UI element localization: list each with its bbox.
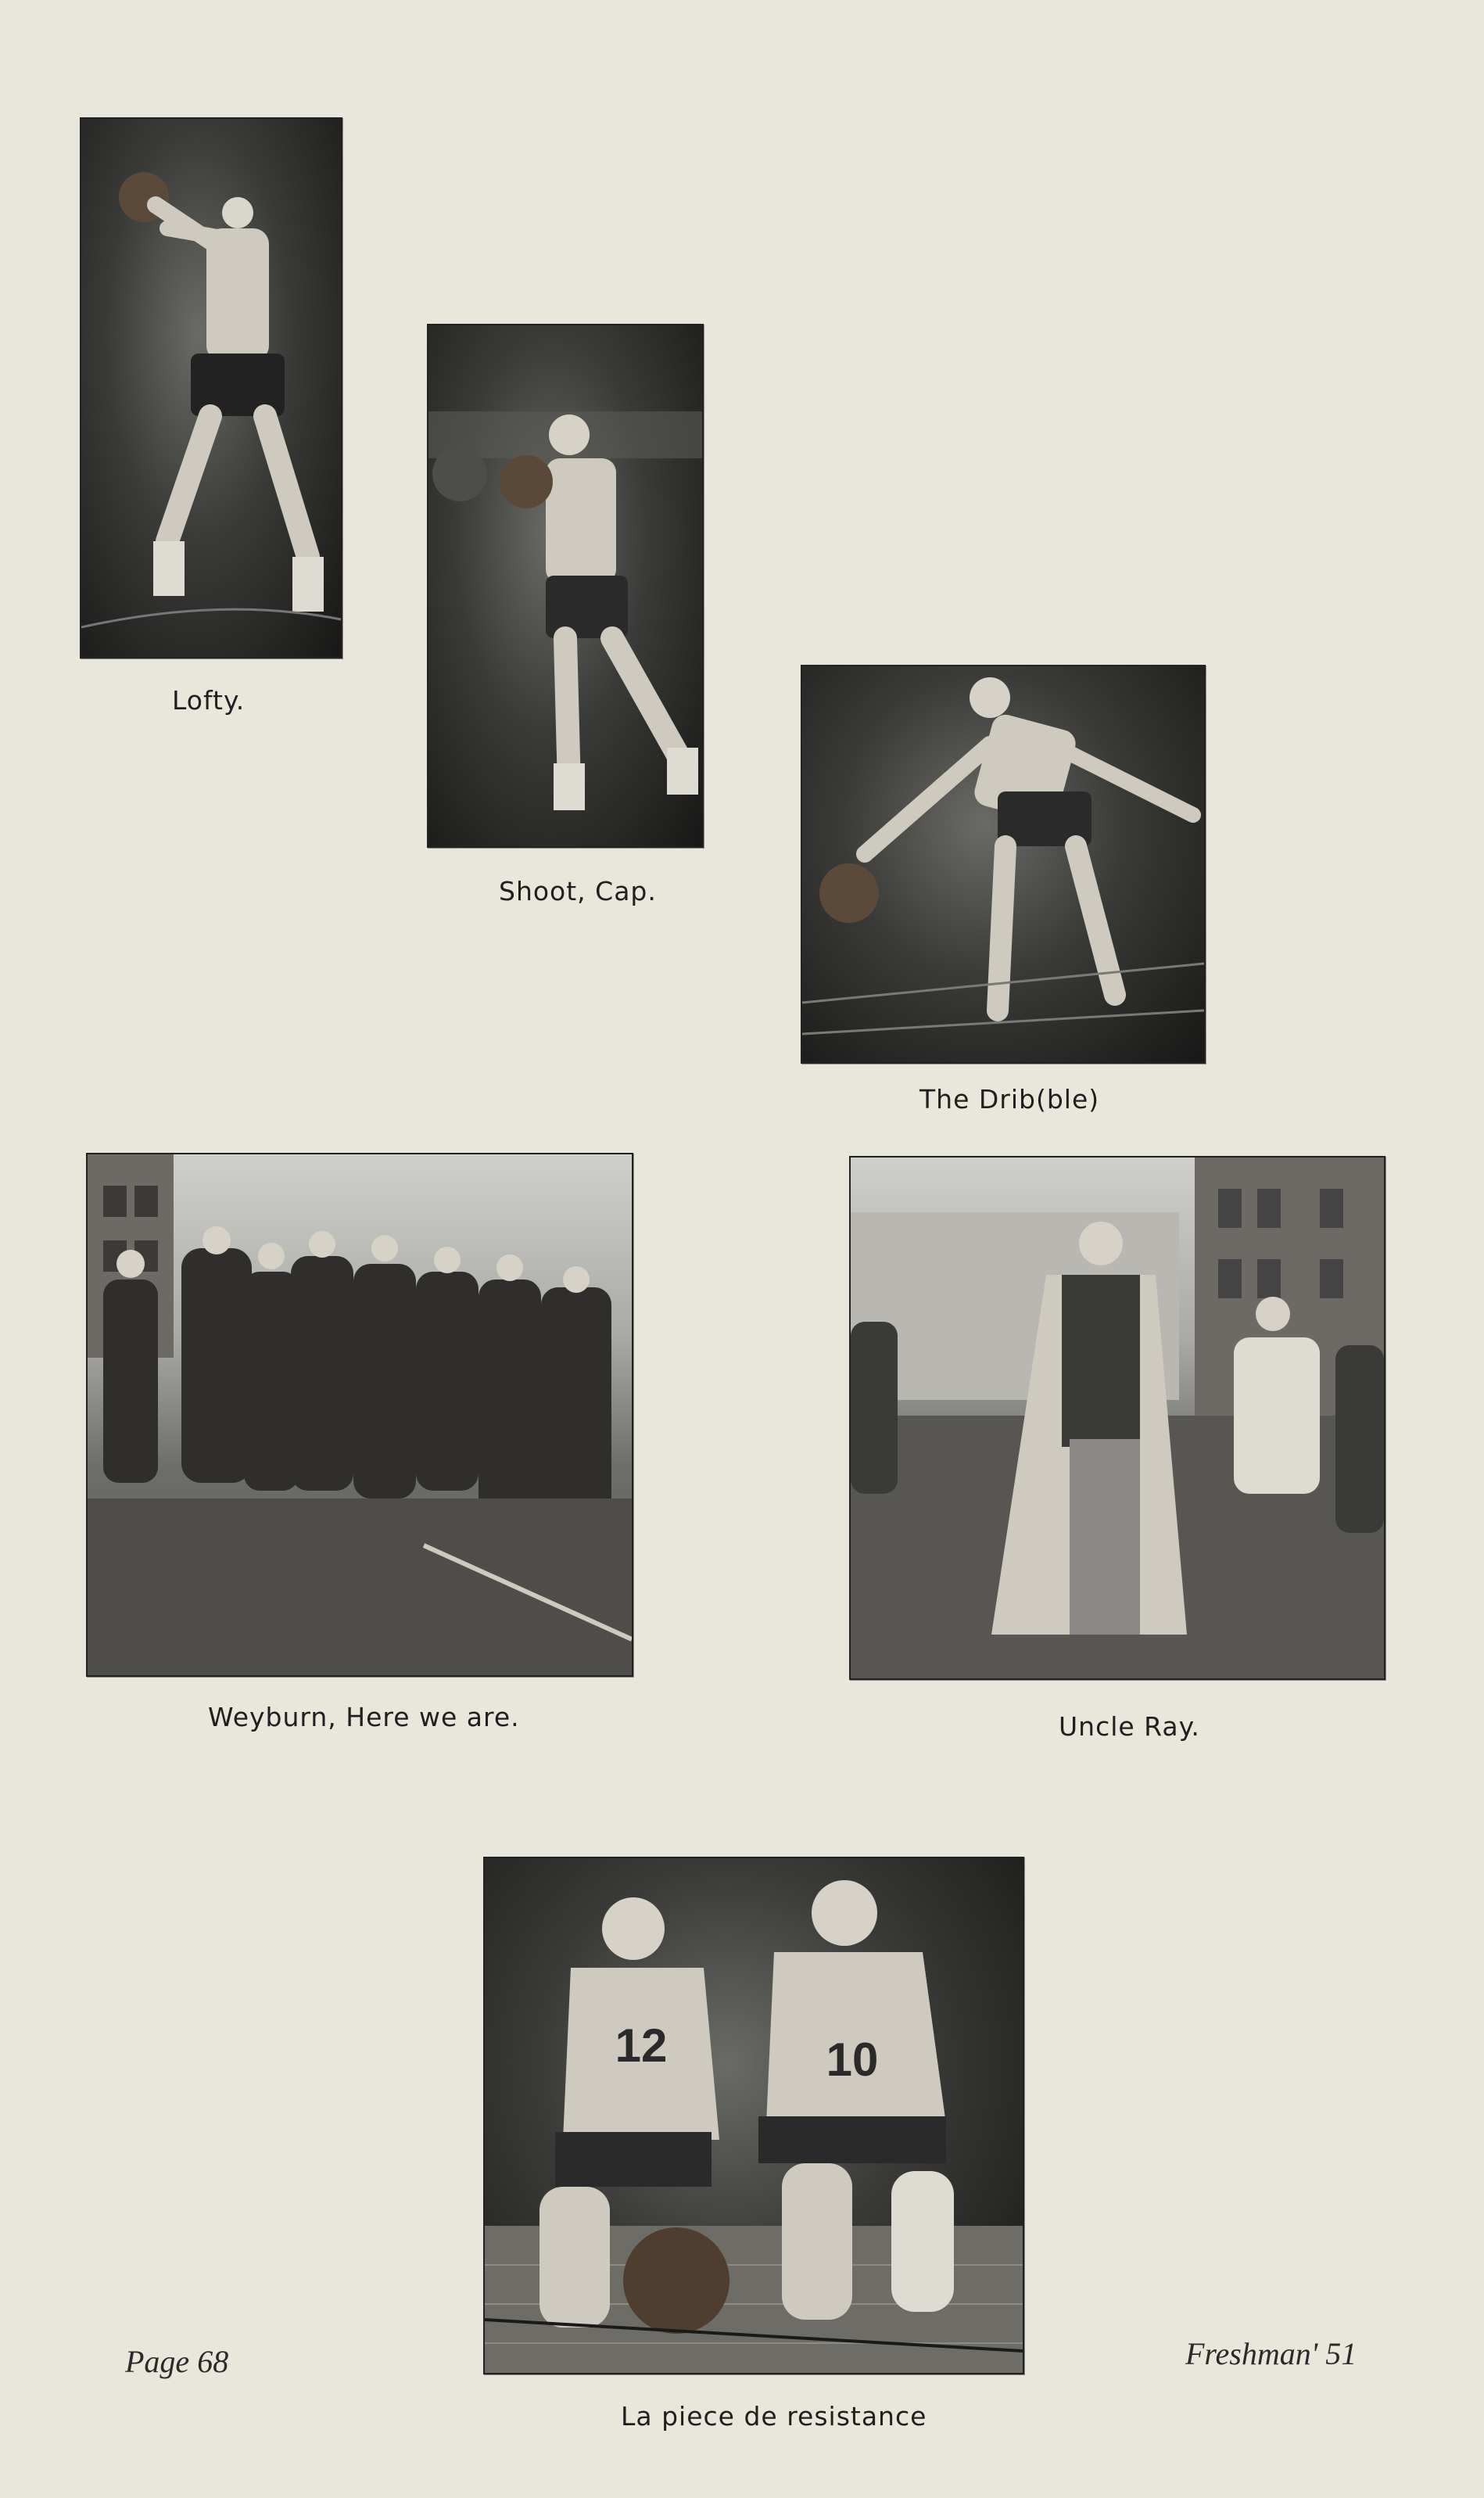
caption-piece: La piece de resistance <box>621 2401 927 2432</box>
svg-text:12: 12 <box>615 2019 668 2072</box>
group-of-people-figure <box>88 1154 632 1675</box>
caption-dribble: The Drib(ble) <box>919 1084 1100 1114</box>
player-dribbling-figure <box>802 666 1204 1062</box>
caption-shoot-cap: Shoot, Cap. <box>499 876 657 906</box>
photo-piece-de-resistance <box>483 1857 1024 2374</box>
photo-uncle-ray <box>849 1156 1385 1680</box>
man-in-coat-figure <box>851 1157 1384 1678</box>
photo-shoot-cap <box>427 324 704 848</box>
photo-dribble <box>801 665 1206 1064</box>
yearbook-title: Freshman' 51 <box>1185 2336 1357 2371</box>
player-shooting-figure <box>81 119 341 657</box>
page-number: Page 68 <box>125 2344 229 2379</box>
caption-uncle-ray: Uncle Ray. <box>1059 1711 1200 1742</box>
svg-text:10: 10 <box>826 2033 879 2086</box>
caption-lofty: Lofty. <box>172 685 246 716</box>
two-players-kneeling-figure <box>485 1858 1023 2373</box>
player-holding-ball-figure <box>428 325 702 846</box>
photo-weyburn-group <box>86 1153 633 1677</box>
caption-weyburn: Weyburn, Here we are. <box>208 1702 520 1732</box>
photo-lofty <box>80 117 342 659</box>
